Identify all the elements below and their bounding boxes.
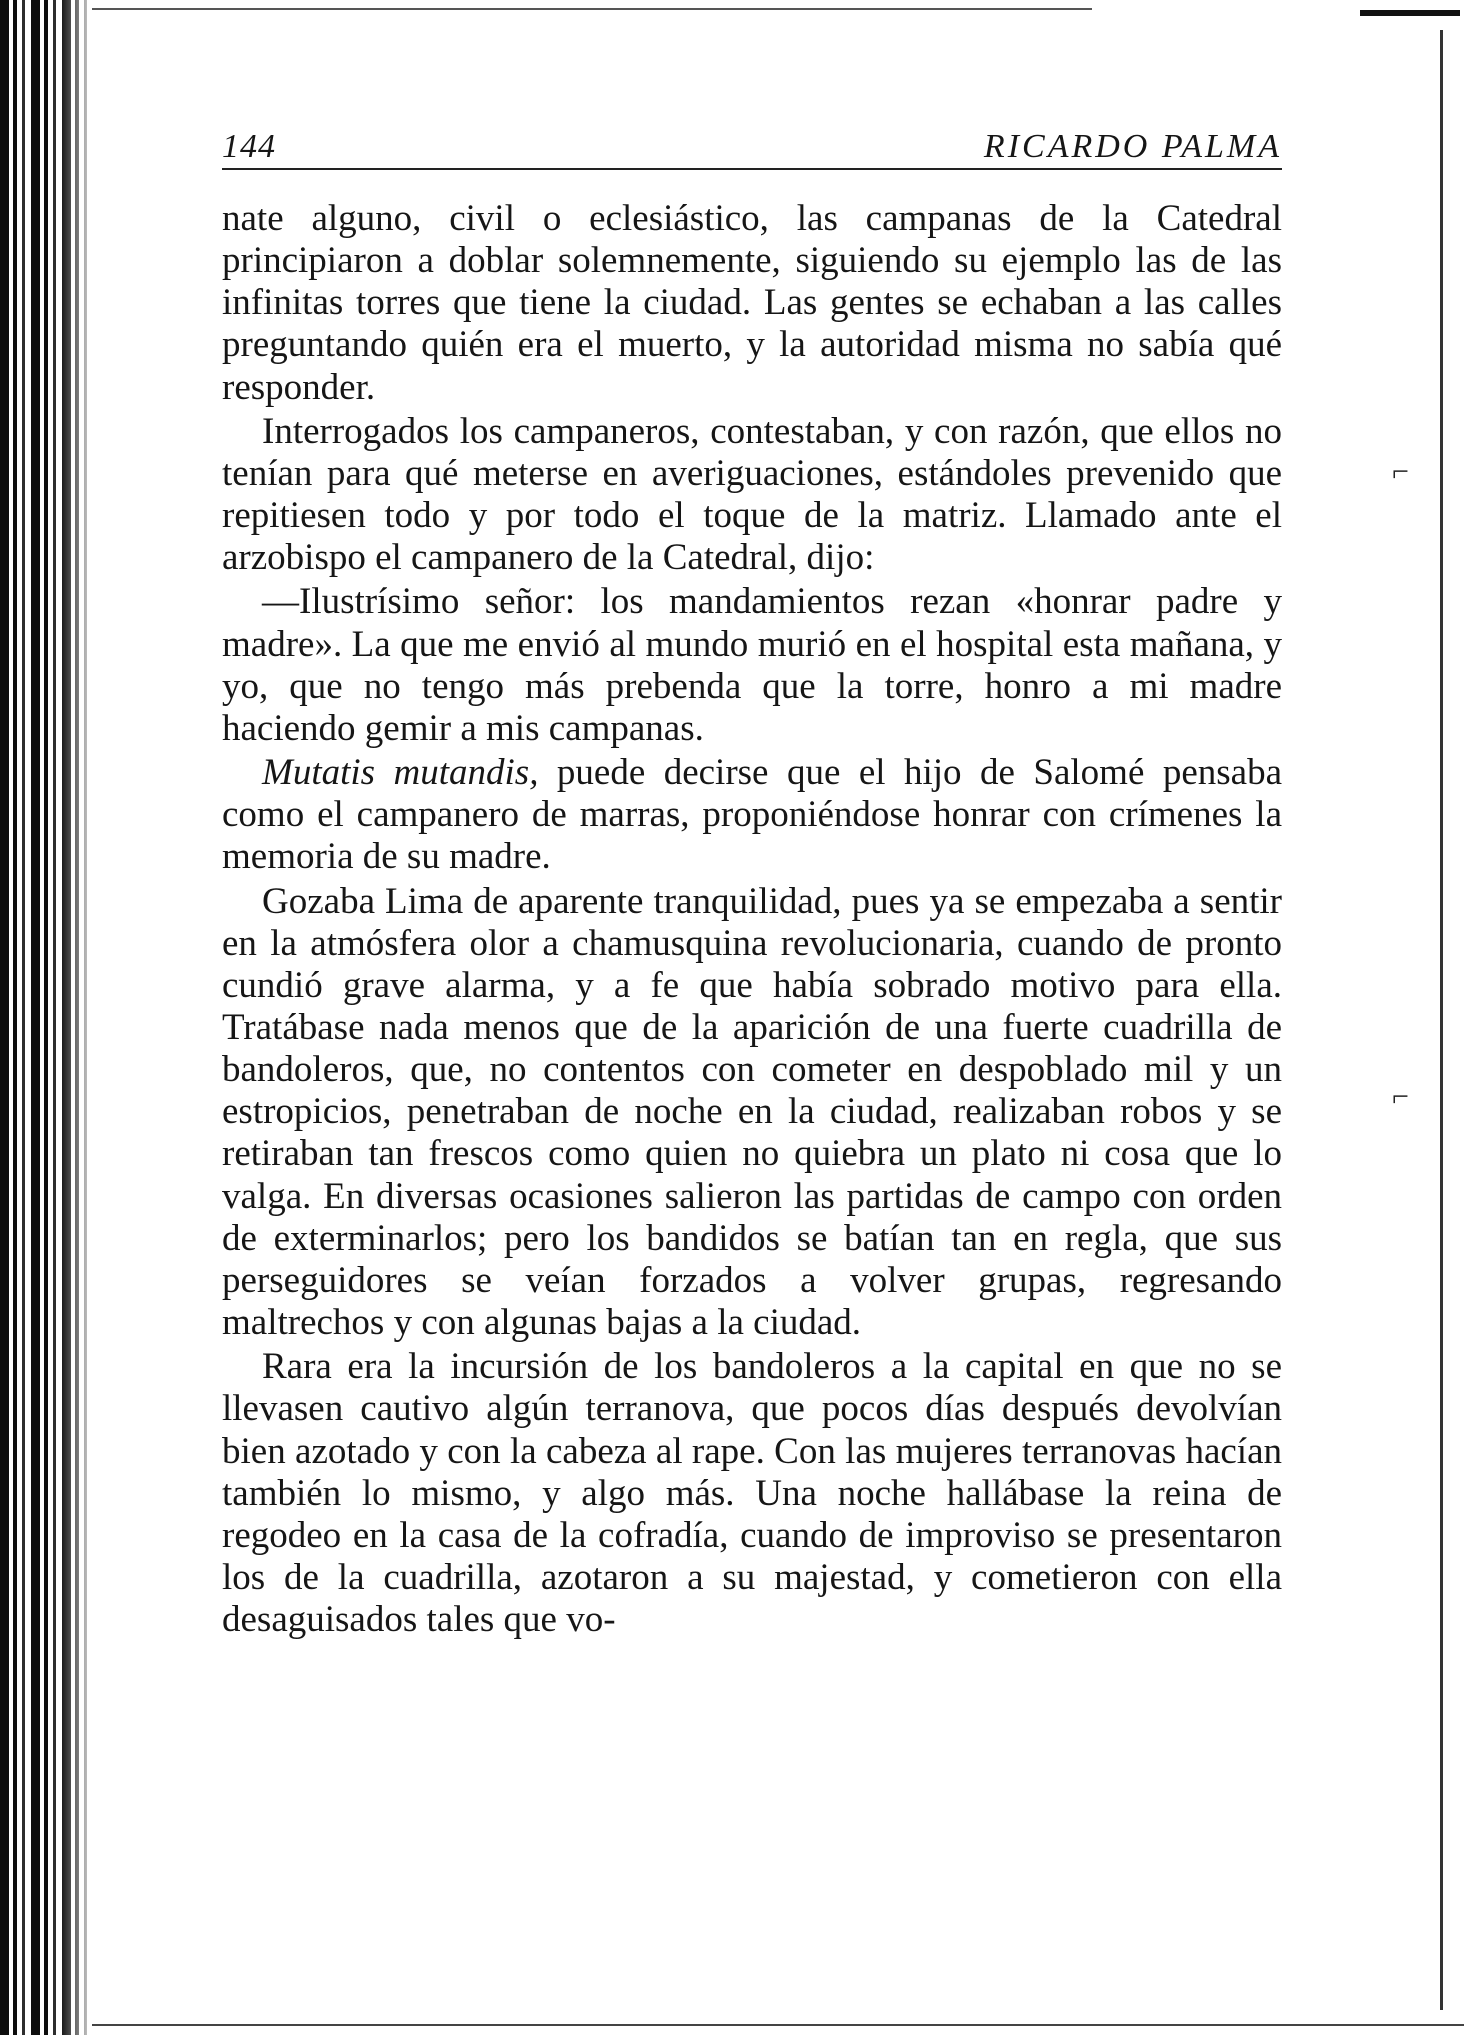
paragraph-4-latin-phrase: Mutatis mutandis,	[262, 752, 539, 794]
top-edge-line	[92, 8, 1092, 10]
paragraph-4	[222, 752, 1282, 878]
top-edge-mark	[1360, 10, 1460, 16]
running-title-author: RICARDO PALMA	[983, 128, 1282, 165]
margin-mark-1: ⌐	[1392, 455, 1409, 488]
paragraph-1: nate alguno, civil o eclesiástico, las campanas de la Catedral principiaron a doblar solemnemente, siguiendo su ejemplo las de las infinitas torres que tiene la ciudad. Las gentes se echaban a las calles preguntando quién era el muerto, y la autoridad misma no sabía qué responder.	[222, 198, 1282, 408]
page-body	[222, 198, 1282, 1643]
bottom-edge-line	[92, 2024, 1464, 2026]
paragraph-5: Gozaba Lima de aparente tranquilidad, pues ya se empezaba a sentir en la atmósfera olor a chamusquina revolucionaria, cuando de pronto cundió grave alarma, y a fe que había sobrado motivo para ella. Tratábase nada menos que de la aparición de una fuerte cuadrilla de bandoleros, que, no contentos con cometer en despoblado mil y un estropicios, penetraban de noche en la ciudad, realizaban robos y se retiraban tan frescos como quien no quiebra un plato ni cosa que lo valga. En diversas ocasiones salieron las partidas de campo con orden de exterminarlos; pero los bandidos se batían tan en regla, que sus perseguidores se veían forzados a volver grupas, regresando maltrechos y con algunas bajas a la ciudad.	[222, 880, 1282, 1344]
paragraph-3: —Ilustrísimo señor: los mandamientos rezan «honrar padre y madre». La que me envió al mundo murió en el hospital esta mañana, y yo, que no tengo más prebenda que la torre, honro a mi madre haciendo gemir a mis campanas.	[222, 581, 1282, 749]
paragraph-6: Rara era la incursión de los bandoleros a la capital en que no se llevasen cautivo algún terranova, que pocos días después devolvían bien azotado y con la cabeza al rape. Con las mujeres terranovas hacían también lo mismo, y algo más. Una noche hallábase la reina de regodeo en la casa de la cofradía, cuando de improviso se presentaron los de la cuadrilla, azotaron a su majestad, y cometieron con ella desaguisados tales que vo-	[222, 1346, 1282, 1641]
binding-fade	[60, 0, 100, 2035]
running-header	[222, 124, 1282, 170]
margin-mark-2: ⌐	[1392, 1080, 1409, 1113]
right-page-edge	[1440, 30, 1443, 2010]
page-number: 144	[222, 128, 276, 165]
paragraph-4-text: puede decirse que el hijo de Salomé pensaba como el campanero de marras, proponiéndose honrar con crímenes la memoria de su madre.	[222, 752, 1282, 878]
paragraph-2: Interrogados los campaneros, contestaban, y con razón, que ellos no tenían para qué meterse en averiguaciones, estándoles prevenido que repitiesen todo y por todo el toque de la matriz. Llamado ante el arzobispo el campanero de la Catedral, dijo:	[222, 410, 1282, 579]
